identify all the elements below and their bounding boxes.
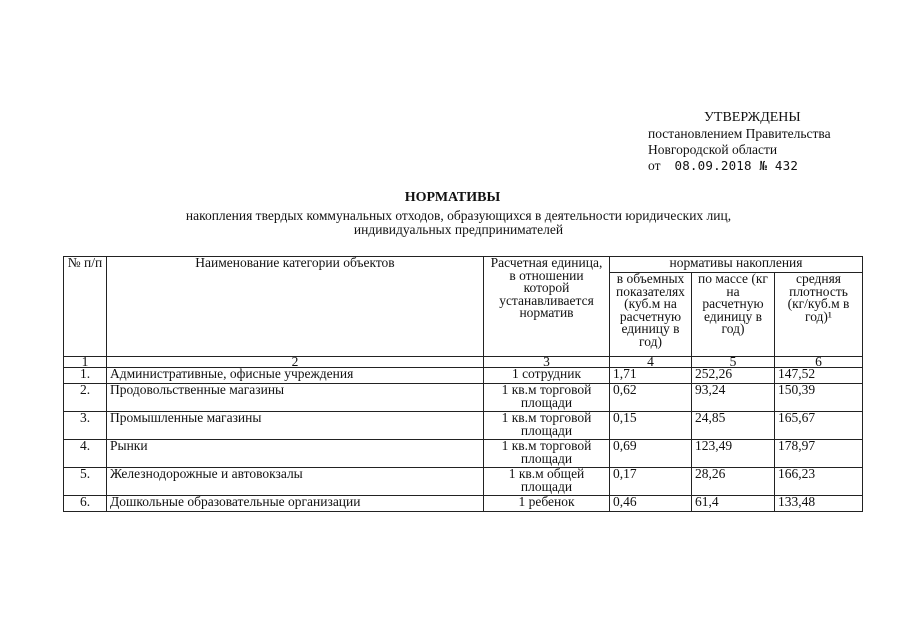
row-number: 5. bbox=[64, 468, 107, 496]
row-unit: 1 ребенок bbox=[484, 496, 610, 512]
row-density: 147,52 bbox=[775, 368, 863, 384]
row-category-name: Рынки bbox=[107, 440, 484, 468]
row-density: 133,48 bbox=[775, 496, 863, 512]
header-mass: по массе (кг на расчетную единицу в год) bbox=[692, 273, 775, 357]
row-density: 165,67 bbox=[775, 412, 863, 440]
row-mass: 123,49 bbox=[692, 440, 775, 468]
row-volume: 1,71 bbox=[610, 368, 692, 384]
row-unit: 1 кв.м торговой площади bbox=[484, 384, 610, 412]
header-volume: в объемных показателях (куб.м на расчетную единицу в год) bbox=[610, 273, 692, 357]
row-volume: 0,46 bbox=[610, 496, 692, 512]
table-row bbox=[64, 468, 863, 496]
row-volume: 0,62 bbox=[610, 384, 692, 412]
column-index: 3 bbox=[484, 357, 610, 368]
row-number: 6. bbox=[64, 496, 107, 512]
norms-table bbox=[63, 256, 863, 512]
row-volume: 0,15 bbox=[610, 412, 692, 440]
row-category-name: Продовольственные магазины bbox=[107, 384, 484, 412]
approval-date-line bbox=[648, 158, 888, 174]
approval-date-number: 08.09.2018 № 432 bbox=[674, 158, 799, 173]
header-number: № п/п bbox=[64, 257, 107, 357]
column-index: 5 bbox=[692, 357, 775, 368]
row-unit: 1 кв.м торговой площади bbox=[484, 412, 610, 440]
row-volume: 0,17 bbox=[610, 468, 692, 496]
approval-decree-line-2: Новгородской области bbox=[648, 142, 778, 157]
approval-block bbox=[648, 110, 888, 174]
row-volume: 0,69 bbox=[610, 440, 692, 468]
row-density: 166,23 bbox=[775, 468, 863, 496]
table-row bbox=[64, 384, 863, 412]
row-number: 2. bbox=[64, 384, 107, 412]
row-category-name: Железнодорожные и автовокзалы bbox=[107, 468, 484, 496]
column-index: 2 bbox=[107, 357, 484, 368]
row-mass: 93,24 bbox=[692, 384, 775, 412]
document-title: НОРМАТИВЫ bbox=[404, 190, 501, 205]
approval-title: УТВЕРЖДЕНЫ bbox=[704, 110, 801, 125]
header-category-name: Наименование категории объектов bbox=[107, 257, 484, 357]
row-category-name: Административные, офисные учреждения bbox=[107, 368, 484, 384]
header-density: средняя плотность (кг/куб.м в год)¹ bbox=[775, 273, 863, 357]
approval-decree-line-1: постановлением Правительства bbox=[648, 126, 831, 141]
header-calculation-unit: Расчетная единица, в отношении которой устанавливается норматив bbox=[484, 257, 610, 357]
row-unit: 1 кв.м общей площади bbox=[484, 468, 610, 496]
row-number: 3. bbox=[64, 412, 107, 440]
approval-date-prefix: от bbox=[648, 158, 661, 173]
column-index: 6 bbox=[775, 357, 863, 368]
row-density: 150,39 bbox=[775, 384, 863, 412]
document-subtitle: накопления твердых коммунальных отходов, образующихся в деятельности юридических лиц, индивидуальных предпринимателей bbox=[185, 208, 732, 237]
table-row bbox=[64, 412, 863, 440]
row-mass: 252,26 bbox=[692, 368, 775, 384]
table-row bbox=[64, 496, 863, 512]
row-mass: 61,4 bbox=[692, 496, 775, 512]
row-number: 1. bbox=[64, 368, 107, 384]
row-unit: 1 кв.м торговой площади bbox=[484, 440, 610, 468]
row-category-name: Промышленные магазины bbox=[107, 412, 484, 440]
row-unit: 1 сотрудник bbox=[484, 368, 610, 384]
column-index: 1 bbox=[64, 357, 107, 368]
table-row bbox=[64, 440, 863, 468]
row-number: 4. bbox=[64, 440, 107, 468]
row-mass: 24,85 bbox=[692, 412, 775, 440]
row-category-name: Дошкольные образовательные организации bbox=[107, 496, 484, 512]
column-index: 4 bbox=[610, 357, 692, 368]
row-mass: 28,26 bbox=[692, 468, 775, 496]
header-norms-group: нормативы накопления bbox=[610, 257, 863, 273]
row-density: 178,97 bbox=[775, 440, 863, 468]
